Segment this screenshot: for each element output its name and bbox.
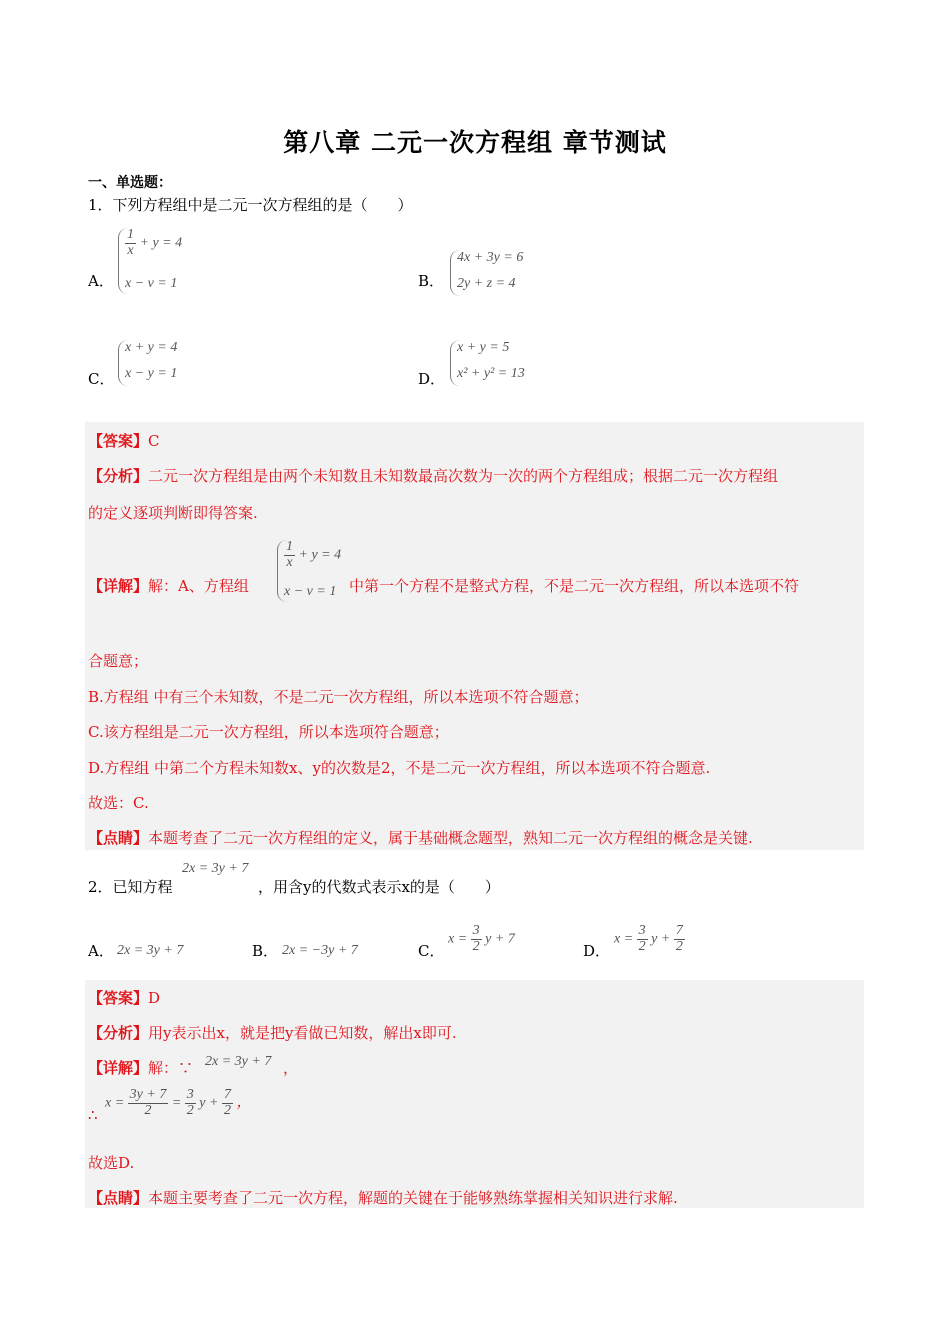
q2-detail-pre: 解：∵: [148, 1059, 194, 1077]
q1-solution-box: [85, 422, 864, 850]
q2-c-den: 2: [472, 938, 480, 954]
q1-b-line2: 2y + z = 4: [457, 276, 516, 291]
q1-answer-tag: 【答案】: [88, 432, 149, 450]
page-title: 第八章 二元一次方程组 章节测试: [283, 128, 667, 157]
q2-therefore: ∴: [88, 1106, 98, 1124]
q2-step-den1: 2: [186, 1102, 194, 1118]
q1-detail-line1-rest: + y = 4: [298, 547, 342, 563]
q1-option-a-system: [118, 228, 199, 294]
q2-c-post: y + 7: [485, 931, 515, 947]
q2-detail-tag: 【详解】: [88, 1059, 149, 1077]
q1-a-frac-den: x: [127, 242, 134, 258]
q2-option-c: [448, 924, 515, 954]
q2-d-pre: x =: [614, 931, 634, 947]
q1-option-c-label: C．: [88, 370, 115, 388]
q1-detail-c: C.该方程组是二元一次方程组，所以本选项符合题意；: [88, 723, 449, 741]
q2-solution-step: [105, 1088, 251, 1118]
q1-d-line2: x² + y² = 13: [457, 366, 525, 381]
q2-stem-pre: 2．已知方程: [88, 878, 173, 896]
q1-option-c-system: [118, 340, 199, 386]
q2-option-b: 2x = −3y + 7: [282, 943, 358, 958]
q2-step-den: 2: [144, 1102, 152, 1118]
q2-d-num2: 7: [675, 923, 683, 938]
q2-option-a: 2x = 3y + 7: [117, 943, 184, 958]
q2-step-pre: x =: [105, 1095, 125, 1111]
q2-option-a-label: A．: [88, 942, 114, 960]
q2-solution-box: [85, 980, 864, 1208]
q2-step-num2: 7: [223, 1087, 231, 1102]
q1-d-line1: x + y = 5: [457, 340, 510, 355]
q1-option-b-system: [450, 250, 541, 296]
q2-step-num1: 3: [186, 1087, 194, 1102]
q2-d-mid: y +: [651, 931, 671, 947]
q1-c-line2: x − y = 1: [125, 366, 178, 381]
q1-comment: 本题考查了二元一次方程组的定义，属于基础概念题型，熟知二元一次方程组的概念是关键.: [148, 829, 753, 847]
q2-c-num: 3: [472, 923, 480, 938]
q2-analysis: 用y表示出x，就是把y看做已知数，解出x即可.: [148, 1024, 457, 1042]
q2-comment: 本题主要考查了二元一次方程，解题的关键在于能够熟练掌握相关知识进行求解.: [148, 1189, 678, 1207]
q2-detail-comma: ，: [283, 1059, 299, 1077]
q2-step-num: 3y + 7: [129, 1087, 167, 1102]
q2-d-num1: 3: [638, 923, 646, 938]
q1-option-d-system: [450, 340, 551, 386]
q1-comment-tag: 【点睛】: [88, 829, 149, 847]
q1-a-line2: x − v = 1: [125, 276, 178, 291]
q1-detail-line2: x − v = 1: [284, 584, 337, 599]
q1-analysis-2: 的定义逐项判断即得答案.: [88, 504, 258, 522]
q2-stem-equation: 2x = 3y + 7: [182, 861, 249, 876]
q2-answer: D: [148, 989, 161, 1007]
q2-analysis-tag: 【分析】: [88, 1024, 149, 1042]
q1-option-d-label: D．: [418, 370, 446, 388]
q2-d-den2: 2: [675, 938, 683, 954]
q1-option-b-label: B．: [418, 272, 445, 290]
q2-option-b-label: B．: [252, 942, 279, 960]
q1-detail-tag: 【详解】: [88, 577, 149, 595]
q2-comment-tag: 【点睛】: [88, 1189, 149, 1207]
q1-a-line1-rest: + y = 4: [139, 235, 183, 251]
q1-detail-system: [277, 540, 358, 602]
q1-answer: C: [148, 432, 160, 450]
q1-b-line1: 4x + 3y = 6: [457, 250, 524, 265]
q1-c-line1: x + y = 4: [125, 340, 178, 355]
q2-option-d: [614, 924, 685, 954]
q1-detail-frac-num: 1: [286, 539, 293, 554]
q2-option-c-label: C．: [418, 942, 445, 960]
q1-analysis-1: 二元一次方程组是由两个未知数且未知数最高次数为一次的两个方程组成；根据二元一次方程组: [148, 467, 779, 485]
q2-stem-post: ，用含y的代数式表示x的是（ ）: [258, 878, 500, 896]
q1-detail-d: D.方程组 中第二个方程未知数x、y的次数是2，不是二元一次方程组，所以本选项不符合题意.: [88, 759, 711, 777]
q2-step-eq: =: [171, 1095, 182, 1111]
q1-stem: 1．下列方程组中是二元一次方程组的是（ ）: [88, 196, 413, 214]
q2-c-pre: x =: [448, 931, 468, 947]
q1-a-frac-num: 1: [127, 227, 134, 242]
q2-answer-tag: 【答案】: [88, 989, 149, 1007]
q1-detail-a-pre: 解：A、方程组: [148, 577, 249, 595]
q1-analysis-tag: 【分析】: [88, 467, 149, 485]
q1-choose: 故选：C.: [88, 794, 149, 812]
q1-detail-b: B.方程组 中有三个未知数，不是二元一次方程组，所以本选项不符合题意；: [88, 688, 589, 706]
q2-option-d-label: D．: [583, 942, 611, 960]
q2-d-den1: 2: [638, 938, 646, 954]
q1-option-a-label: A．: [88, 272, 114, 290]
q2-step-comma: ，: [236, 1094, 252, 1111]
q1-detail-a-cont: 合题意；: [88, 652, 149, 670]
section-heading: 一、单选题：: [88, 175, 172, 191]
q2-step-mid: y +: [199, 1095, 219, 1111]
q2-choose: 故选D.: [88, 1154, 135, 1172]
q2-step-den2: 2: [223, 1102, 231, 1118]
q1-detail-frac-den: x: [286, 554, 293, 570]
q2-detail-equation: 2x = 3y + 7: [205, 1054, 272, 1069]
q1-detail-a-post: 中第一个方程不是整式方程，不是二元一次方程组，所以本选项不符: [349, 577, 800, 595]
